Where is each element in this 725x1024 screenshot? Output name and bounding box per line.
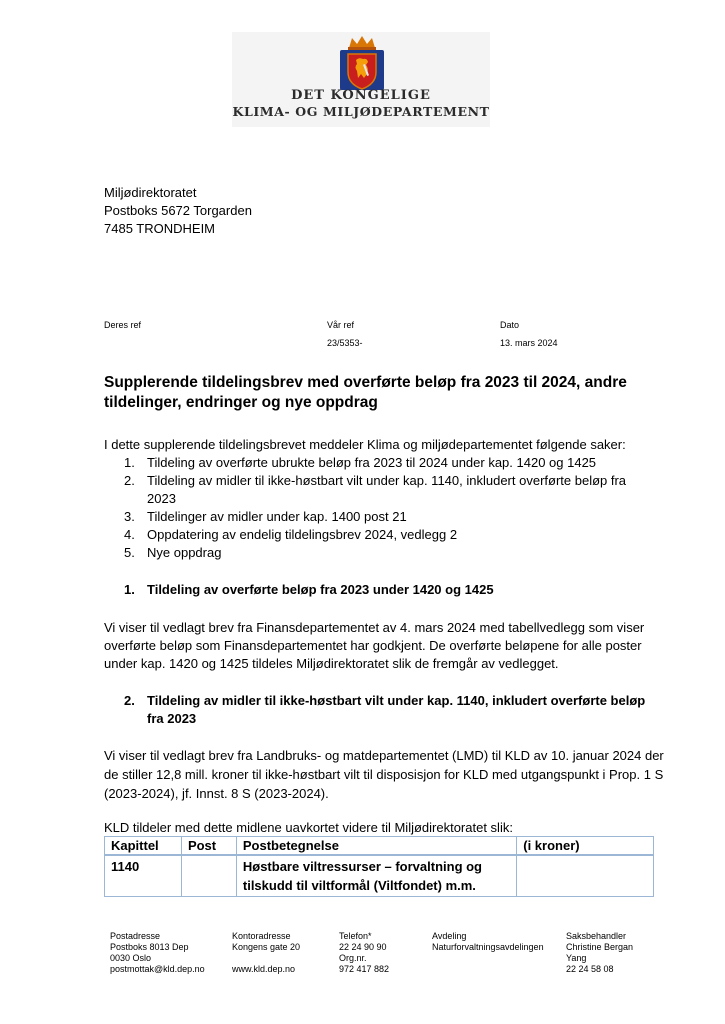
section1-heading: Tildeling av overførte beløp fra 2023 under 1420 og 1425: [147, 582, 494, 597]
column-header-postbetegnelse: Postbetegnelse: [236, 837, 516, 856]
footer-value: 0030 Oslo: [110, 953, 152, 963]
table-header-row: [105, 837, 654, 856]
list-item: Tildelinger av midler under kap. 1400 post 21: [147, 509, 407, 524]
ministry-name-line1: DET KONGELIGE: [291, 88, 431, 103]
column-header-kapittel: Kapittel: [105, 837, 182, 856]
footer-kontoradresse: [232, 931, 300, 975]
section1-number: 1.: [124, 582, 135, 597]
table-intro: KLD tildeler med dette midlene uavkortet videre til Miljødirektoratet slik:: [104, 820, 513, 835]
recipient-postbox: Postboks 5672 Torgarden: [104, 203, 252, 218]
list-item: Tildeling av midler til ikke-høstbart vilt under kap. 1140, inkludert overførte beløp fra 2023: [147, 473, 627, 506]
section1-body: Vi viser til vedlagt brev fra Finansdepartementet av 4. mars 2024 med tabellvedlegg som viser overførte beløp som Finansdepartementet har godkjent. De overførte beløpene for alle poster under kap. 1420 og 1425 tildeles Miljødirektoratet slik de fremgår av vedlegget.: [104, 620, 645, 671]
footer-label: Kontoradresse: [232, 931, 291, 941]
var-ref-label: Vår ref: [327, 320, 355, 330]
footer-value: 22 24 58 08: [566, 964, 614, 974]
footer-avdeling: [432, 931, 544, 953]
ministry-name-line2: KLIMA- OG MILJØDEPARTEMENT: [232, 104, 490, 119]
intro-paragraph: I dette supplerende tildelingsbrevet meddeler Klima og miljødepartementet følgende saker:: [104, 437, 626, 452]
footer-postadresse: [110, 931, 205, 975]
cell-kapittel: 1140: [105, 855, 182, 897]
list-item-number: 4.: [124, 527, 135, 542]
footer-value: Postboks 8013 Dep: [110, 942, 189, 952]
section2-number: 2.: [124, 693, 135, 708]
recipient-name: Miljødirektoratet: [104, 185, 197, 200]
footer-saksbehandler: [566, 931, 633, 975]
var-ref-value: 23/5353-: [327, 338, 363, 348]
list-item-number: 5.: [124, 545, 135, 560]
section2-heading: Tildeling av midler til ikke-høstbart vilt under kap. 1140, inkludert overførte beløp fra 2023: [147, 693, 646, 726]
footer-label: Avdeling: [432, 931, 467, 941]
footer-email: postmottak@kld.dep.no: [110, 964, 205, 974]
list-item: Oppdatering av endelig tildelingsbrev 2024, vedlegg 2: [147, 527, 458, 542]
column-header-kroner: (i kroner): [517, 837, 654, 856]
section2-body: Vi viser til vedlagt brev fra Landbruks- og matdepartementet (LMD) til KLD av 10. januar 2024 der de stiller 12,8 mill. kroner til ikke-høstbart vilt til disposisjon for KLD med utgangspunkt i Prop. 1 S (2023-2024), jf. Innst. 8 S (2023-2024).: [104, 748, 664, 801]
list-item-number: 2.: [124, 473, 135, 488]
table-row: [105, 855, 654, 897]
recipient-city: 7485 TRONDHEIM: [104, 221, 216, 236]
footer-value: Kongens gate 20: [232, 942, 301, 952]
list-item: Tildeling av overførte ubrukte beløp fra 2023 til 2024 under kap. 1420 og 1425: [147, 455, 597, 470]
cell-kroner: [517, 855, 654, 897]
footer-website: www.kld.dep.no: [232, 964, 296, 974]
allocation-table: [104, 836, 654, 897]
footer-value: 972 417 882: [339, 964, 390, 974]
column-header-post: Post: [181, 837, 236, 856]
footer-value: Naturforvaltningsavdelingen: [432, 942, 544, 952]
footer-label: Telefon*: [339, 931, 372, 941]
list-item: Nye oppdrag: [147, 545, 222, 560]
footer-label: Org.nr.: [339, 953, 367, 963]
footer-label: Saksbehandler: [566, 931, 627, 941]
dato-value: 13. mars 2024: [500, 338, 558, 348]
deres-ref-label: Deres ref: [104, 320, 142, 330]
footer-value: Christine Bergan: [566, 942, 634, 952]
footer-value: 22 24 90 90: [339, 942, 387, 952]
dato-label: Dato: [500, 320, 520, 330]
list-item-number: 3.: [124, 509, 135, 524]
norwegian-coat-of-arms-icon: [337, 34, 387, 92]
cell-post: [181, 855, 236, 897]
footer-label: Postadresse: [110, 931, 161, 941]
cell-postbetegnelse: Høstbare viltressurser – forvaltning og tilskudd til viltformål (Viltfondet) m.m.: [236, 855, 516, 897]
footer-telefon: [339, 931, 389, 975]
list-item-number: 1.: [124, 455, 135, 470]
footer-value: Yang: [566, 953, 587, 963]
letter-title: Supplerende tildelingsbrev med overførte beløp fra 2023 til 2024, andre tildelinger, endringer og nye oppdrag: [104, 374, 627, 411]
